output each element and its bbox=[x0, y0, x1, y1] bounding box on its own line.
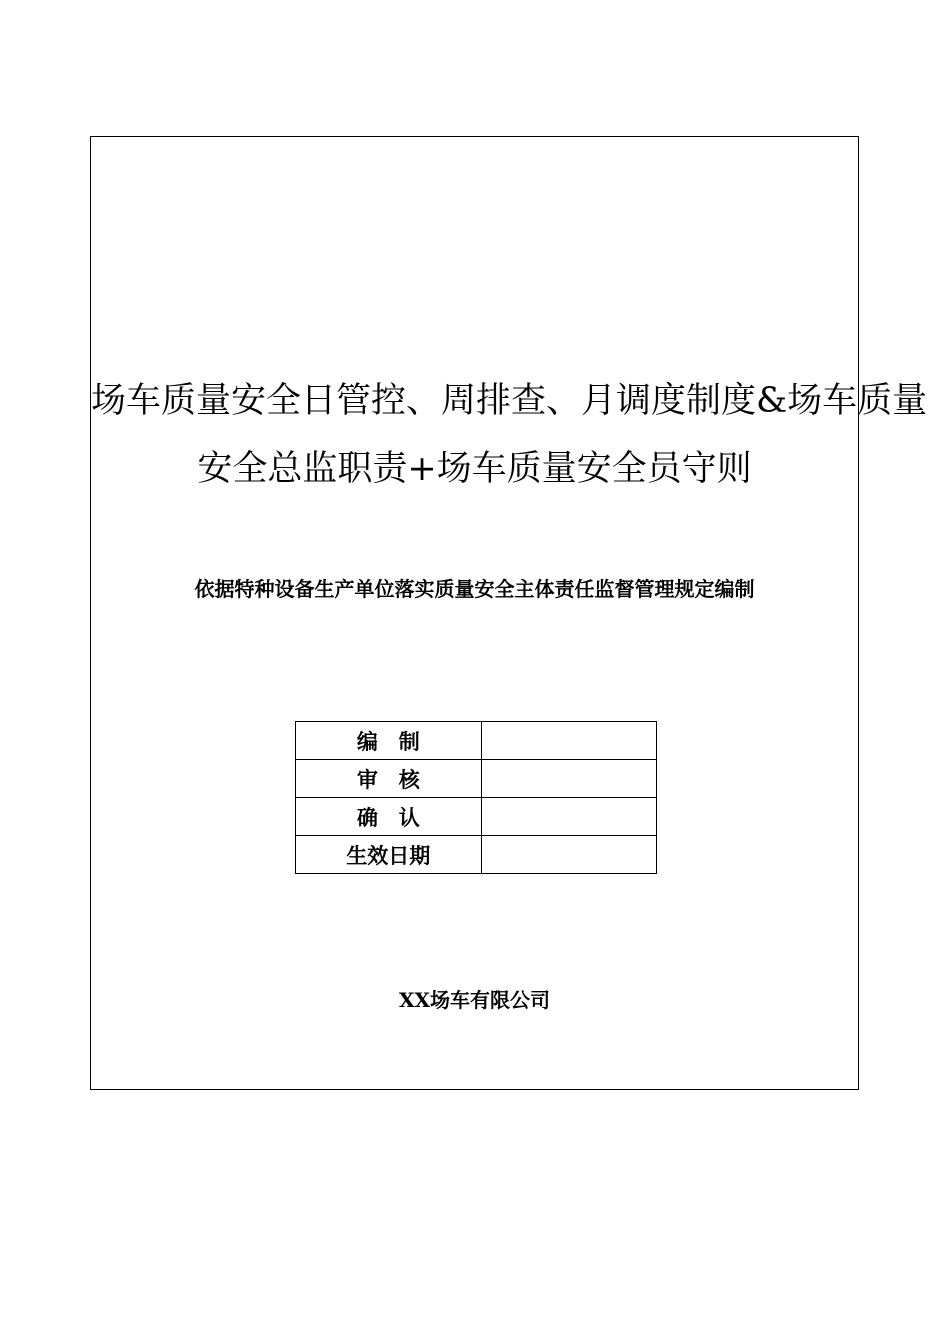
document-subtitle: 依据特种设备生产单位落实质量安全主体责任监督管理规定编制 bbox=[194, 577, 755, 601]
document-title-line-2: 安全总监职责+场车质量安全员守则 bbox=[197, 449, 752, 489]
approval-label-confirmed: 确 认 bbox=[296, 798, 482, 836]
approval-value-compiled bbox=[481, 722, 656, 760]
approval-table bbox=[295, 721, 657, 874]
cover-frame bbox=[90, 136, 928, 1090]
approval-label-effective-date: 生效日期 bbox=[296, 836, 482, 874]
approval-label-reviewed: 审 核 bbox=[296, 760, 482, 798]
approval-value-confirmed bbox=[481, 798, 656, 836]
table-row bbox=[296, 760, 657, 798]
table-row bbox=[296, 722, 657, 760]
approval-label-compiled: 编 制 bbox=[296, 722, 482, 760]
document-title-line-1: 场车质量安全日管控、周排查、月调度制度&场车质量 bbox=[91, 381, 928, 421]
approval-value-reviewed bbox=[481, 760, 656, 798]
company-name: XX场车有限公司 bbox=[398, 988, 551, 1012]
approval-value-effective-date bbox=[481, 836, 656, 874]
table-row bbox=[296, 798, 657, 836]
table-row bbox=[296, 836, 657, 874]
